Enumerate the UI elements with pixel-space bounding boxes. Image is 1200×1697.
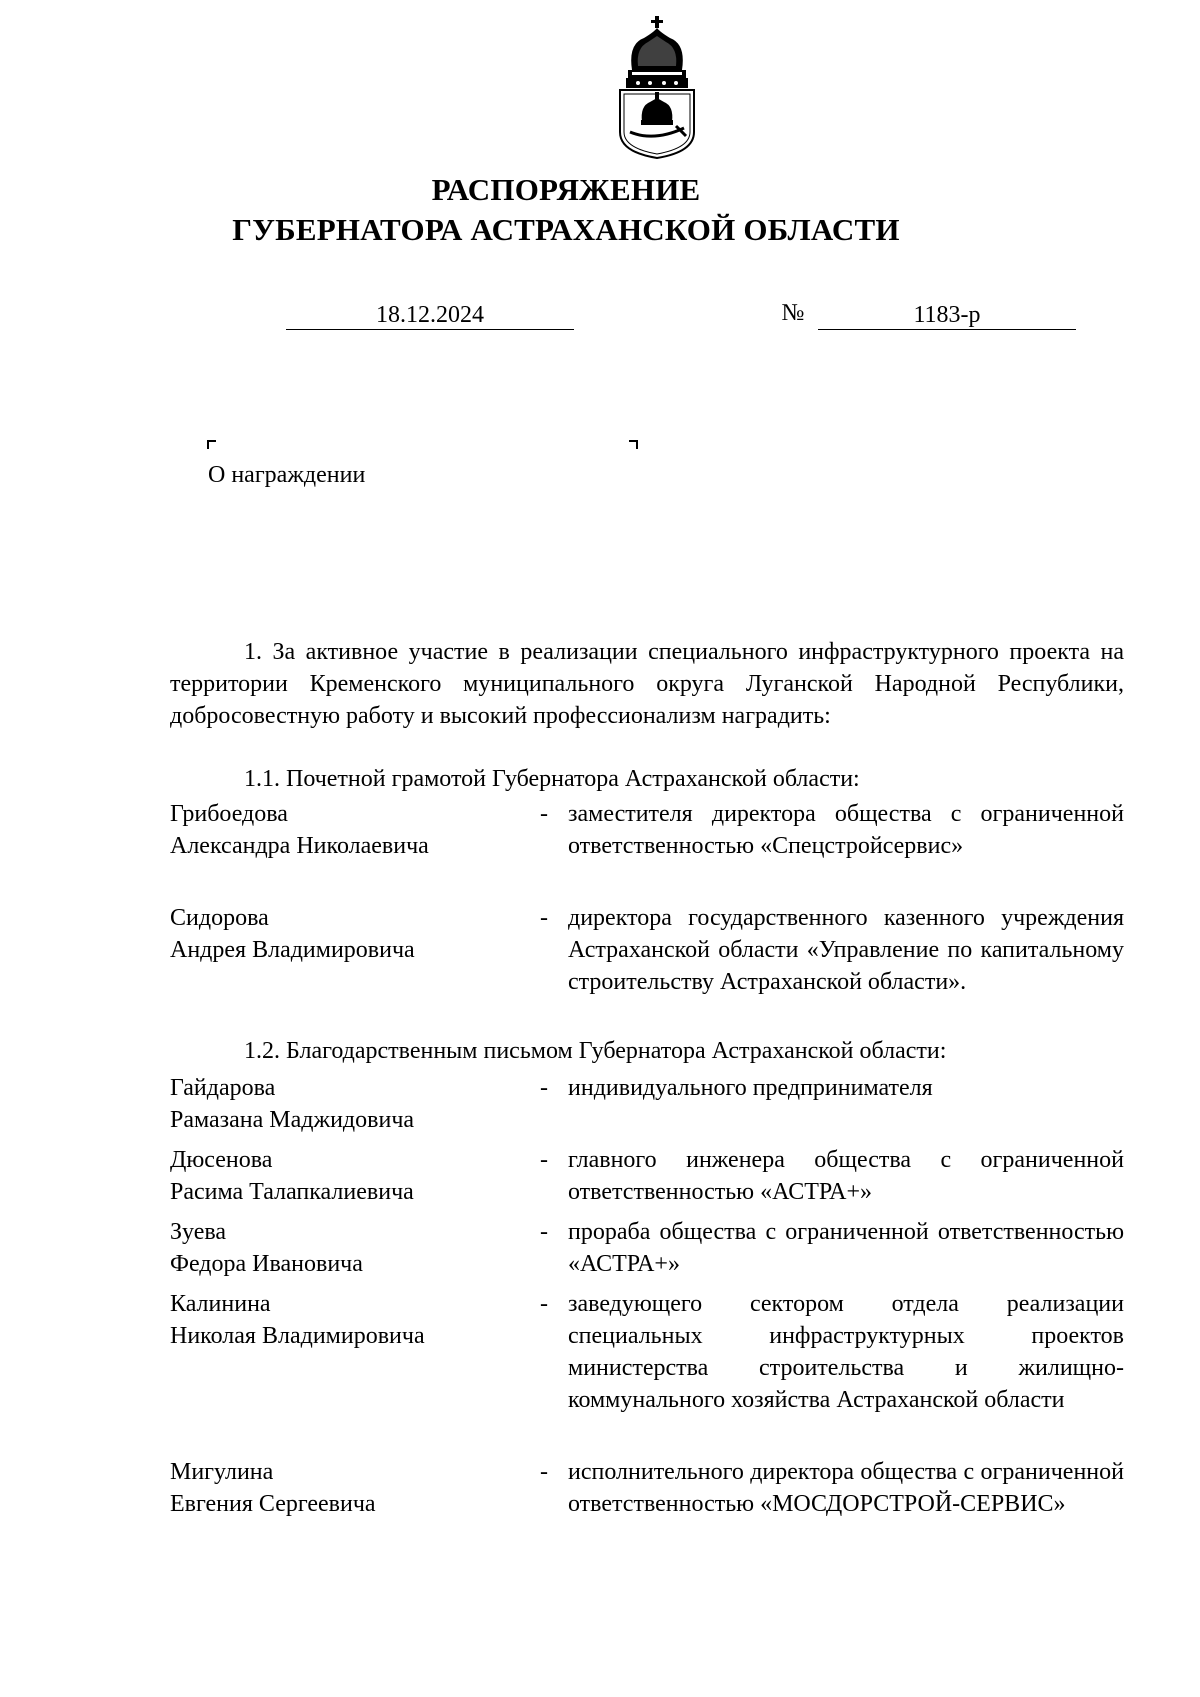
awardee-dash: - (540, 1147, 548, 1173)
section-1-1-heading: 1.1. Почетной грамотой Губернатора Астраханской области: (244, 766, 860, 792)
awardee-description: заместителя директора общества с ограниченной ответственностью «Спецстройсервис» (568, 801, 1124, 859)
document-subject: О награждении (208, 462, 366, 488)
awardee-surname: Сидорова (170, 905, 269, 931)
awardee-dash: - (540, 1075, 548, 1101)
document-date: 18.12.2024 (376, 302, 484, 328)
awardee-description: прораба общества с ограниченной ответственностью «АСТРА+» (568, 1219, 1124, 1277)
awardee-surname: Зуева (170, 1219, 227, 1245)
awardee-given-name: Расима Талапкалиевича (170, 1179, 414, 1205)
awardee-surname: Калинина (170, 1291, 271, 1317)
document-title-line2: ГУБЕРНАТОРА АСТРАХАНСКОЙ ОБЛАСТИ (232, 212, 900, 247)
awardee-given-name: Николая Владимировича (170, 1323, 425, 1349)
awardee-given-name: Евгения Сергеевича (170, 1491, 376, 1517)
awardee-surname: Грибоедова (170, 801, 288, 827)
awardee-given-name: Рамазана Маджидовича (170, 1107, 415, 1133)
number-sign: № (781, 300, 805, 326)
corner-mark-left (207, 440, 216, 449)
corner-mark-right (629, 440, 638, 449)
awardee-given-name: Андрея Владимировича (170, 937, 415, 963)
document-number: 1183-р (913, 302, 981, 328)
coat-of-arms-icon (614, 14, 700, 160)
awardee-surname: Гайдарова (170, 1075, 276, 1101)
awardee-dash: - (540, 801, 548, 827)
awardee-dash: - (540, 1291, 548, 1317)
awardee-surname: Дюсенова (170, 1147, 273, 1173)
section-1-2-heading: 1.2. Благодарственным письмом Губернатора Астраханской области: (244, 1038, 947, 1064)
awardee-description: исполнительного директора общества с ограниченной ответственностью «МОСДОРСТРОЙ-СЕРВИС» (568, 1459, 1124, 1517)
number-underline (818, 328, 1076, 330)
awardee-dash: - (540, 1219, 548, 1245)
date-underline (286, 328, 574, 330)
awardee-description: заведующего сектором отдела реализации специальных инфраструктурных проектов министерства строительства и жилищно-коммунального хозяйства Астраханской области (568, 1291, 1124, 1413)
awardee-dash: - (540, 905, 548, 931)
awardee-description: индивидуального предпринимателя (568, 1075, 933, 1101)
document-title-line1: РАСПОРЯЖЕНИЕ (431, 172, 701, 207)
awardee-surname: Мигулина (170, 1459, 274, 1485)
paragraph-1: 1. За активное участие в реализации специального инфраструктурного проекта на территории Кременского муниципального округа Луганской Народной Республики, добросовестную работу и высокий профессионализм наградить: (170, 639, 1124, 729)
awardee-description: директора государственного казенного учреждения Астраханской области «Управление по капитальному строительству Астраханской области». (568, 905, 1124, 995)
awardee-dash: - (540, 1459, 548, 1485)
awardee-given-name: Александра Николаевича (170, 833, 429, 859)
awardee-given-name: Федора Ивановича (170, 1251, 363, 1277)
awardee-description: главного инженера общества с ограниченной ответственностью «АСТРА+» (568, 1147, 1124, 1205)
